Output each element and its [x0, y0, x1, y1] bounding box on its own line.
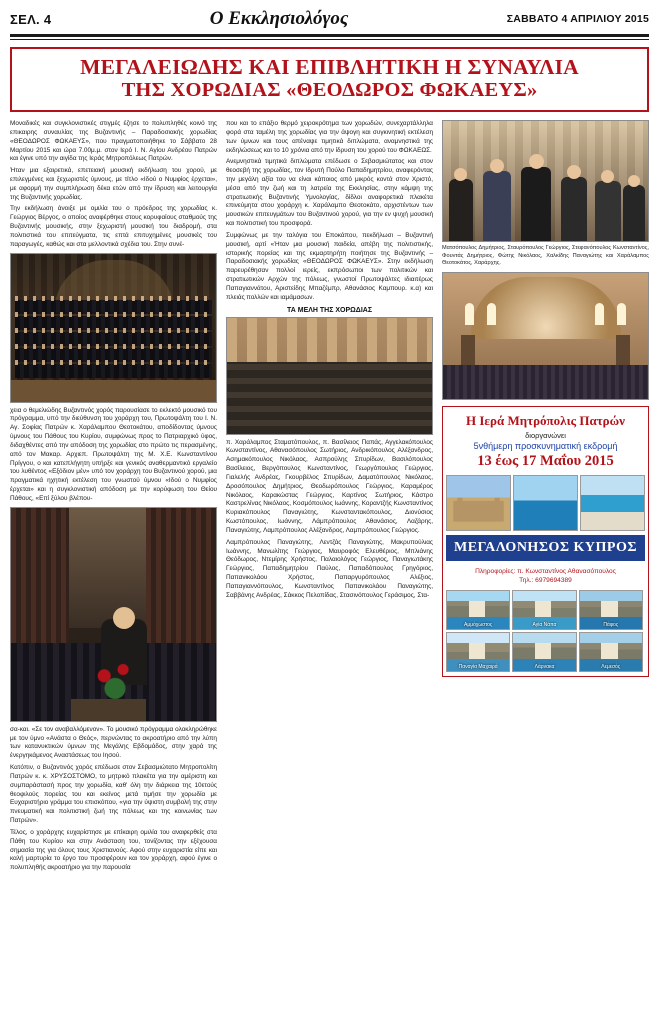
- ad-thumbnail-label: Παναγία Μαχαιρά: [458, 663, 498, 670]
- ad-thumbnail: [579, 632, 643, 672]
- photo-caption: Ματσόπουλος Δημήτριος, Σταυρόπουλος Γεώργιος, Στεφανόπουλος Κωνσταντίνος, Φουντάς Δημήτριος, Φώτης Νικόλαος, Χαλκίδης Παναγιώτης και Χαράλαμπος Θεοτοκάτος, Χαράρχης.: [442, 245, 649, 267]
- photo-choir-performance: [10, 253, 217, 403]
- paragraph: Λαμπρόπουλος Παναγιώτης, Λεντζάς Παναγιώτης, Μακρυπούλιας Ιωάννης, Μανωλίτης Γεώργιος, Μαυροφός Ελευθέριος, Μπλιάνης Θεόδωρος, Ντεμίρης Χρήστος, Παλαιολόγος Γεώργιος, Παναγιωτάκης Γεώργιος, Παπαδημητρίου Παύλος, Παπαδόπουλος Γρηγόριος, Παπανικολάου Χρήστος, Παπαργυρόπουλος Αλέξιος, Παπαγιαννόπουλος, Κωνσταντίνος Παπανικολάου Παναγιώτης, Σαββάνης Ανδρέας, Σάκκος Πελοπίδας, Στασινόπουλος Γεράσιμος, Στα-: [226, 538, 433, 599]
- ad-header: [443, 407, 648, 475]
- photo-decor: [69, 508, 146, 628]
- ad-trip-type: 5νθήμερη προσκυνηματική εκδρομή: [473, 440, 618, 451]
- photo-decor: [443, 365, 648, 399]
- photo-decor-flowers: [88, 659, 142, 701]
- ad-thumbnail: [579, 590, 643, 630]
- paragraph: Ήταν μια εξαιρετικά, επετειακή μουσική εκδήλωση του χορού, με επιλεγμένες και ξεχωριστές ύμνους, με τίτλο «Ιδού ο Νυμφίος έρχεται», με αφορμή την συμπλήρωση δέκα ετών από την ίδρυση και λειτουργία της Βυζαντινής χορωδίας.: [10, 167, 217, 201]
- ad-thumbnail-label: Αμμόχωστος: [463, 621, 493, 628]
- ad-thumbnail-label: Πάφος: [603, 621, 619, 628]
- ad-thumbnail: [446, 590, 510, 630]
- ad-contact-info: [443, 565, 648, 590]
- ad-subtitle: διοργανώνει: [525, 430, 566, 440]
- ad-photo-coast: [513, 475, 578, 531]
- ad-thumbnail-label: Λεμεσός: [601, 663, 621, 670]
- newspaper-title: Ο Εκκλησιολόγος: [209, 8, 349, 29]
- paragraph: Συμφώνως με την ταλόγια του Εποκάπου, πεκδήλωσι – Βυζαντινή μουσική, αρτί «Ήταν μια μουσική παιδεία, απέβη της πολιτιστικής, ιστορικής πορείας και της εκμαρτηρήτη ποιήτησε της Βυζαντινής – Παραδοσιακής χορωδίας «ΘΕΟΔΩΡΟΣ ΦΩΚΑΕΥΣ». Στην εκδήλωση παρευρέθησαν πολλοί ιερείς, εκπρόσωποι των πολιτικών και στρατιωτικών Αρχών της πόλεως, γνωστοί Πρωτοψάλτες ιδιαιτέρως Παπαγιαννάτου, Αριστείδης Μπαζέμπρ, Αθανάσιος Καμπουρ. κ.α) και πλειάς πολλών και ιαμάμασων.: [226, 231, 433, 301]
- column-right: [442, 120, 649, 876]
- advertisement-pilgrimage[interactable]: [442, 406, 649, 677]
- column-middle: [226, 120, 433, 876]
- paragraph: Ανεμνηστικά τιμητικά διπλώματα επέδωσε ο Σεβασμιώτατος και στον θεοσεβή της χορωδίας, τον Ιδρυτή Πούλο Παπαδημητρίου, αναφερόντας την μεγάλη αξία του να είναι κάποιος από μικρός κοντά στον Χριστό, μέσα από την ζωή και τη λατρεία της Εκκλησίας, στην κάμψη της στρατιωτικής Βυζαντινής Υμνολογίας, δίδλοι αναφορετικά πλακέτα επινεύμητα στου χοράρχη κ. Χαράλαμπο Θεοτοκάτο, αρχιστέντων των μουσικών επιτευγμάτων του Βυζαντινού χορού, για την εν ψυχή μουσική και πολιτιστική του προσφορά.: [226, 158, 433, 228]
- photo-diploma-presentation: [442, 120, 649, 242]
- paragraph: που και το επάξιο θερμό χειροκρότημα των χορωδών, συνεχαρτάλληλα φορά στα ταμέλη της χορωδίας για την άψογη και συγκινητική εκτέλεση των ύμνων και τους απέναψε τιμητικά διπλώματα, αναμνηστικά της εκδηλώσεως και το 10 χρόνια από την ίδρυση του χορού του ΦΩΚΑΕΩΣ.: [226, 120, 433, 154]
- paragraph: χεια ο θεμελιώδης Βυζαντινός χορός παρουσίασε το εκλεκτό μουσικό του πρόγραμμα, υπό την διεύθυνση του χοράρχη του, Πρωτοψάλτη του Ι. Ν. Αγ. Σοφίας Πατρών κ. Χαράλαμπου Θεοτοκάτου, αποδίδοντας ύμνους ύμνους του Πάθους του Κυρίου, συμφώνως προς το Πατριαρχικό ύφος, διδαχθέντες από την απόδοση της χορωδίας στο πρώτο τις περασμένης, από τον Μακαρ. Αρχιεπ. Πρωτοψάλτη της Μ. Χ.Ε. Κωνσταντίνου Πρίγγου, ο και κατεπλήγητη υπήρξε και γενικός αναθερμαντικό εργαλείο του λυθέντος «Εξόδιον μέν» υπό τον χοράρχη του Βυζαντινού χορού, μια πραγματικά ηχητική εκτέλεση του γνωστού ύμνου «Ιδού ο Νυμφίος έρχεται» και η συγκλονιστική απόδοση με την κορύφωση του Θείου Πάθους, «Επί ξύλου βλέπου-: [10, 406, 217, 502]
- ad-thumbnail: [446, 632, 510, 672]
- ad-title: Η Ιερά Μητρόπολις Πατρών: [466, 412, 625, 428]
- ad-thumbnail-label: Αγία Νάπα: [532, 621, 557, 628]
- photo-decor: [227, 318, 432, 364]
- paragraph: π. Χαράλαμπος Σταματόπουλος, π. Βασίλειος Παπάς, Αγγελακόπουλος Κωνσταντίνος, Αθανασόπουλος Σωτήριος, Ανδρικόπουλος Αλέξανδρος, Ασημακόπουλος Νικόλαος, Ασπρούλης Σπυρίδων, Βασιλόπουλος Βασίλειος, Βεργόπουλος Κωνσταντίνος, Γεωργόπουλος Γεώργιος, Γιαλελής Ανδρέας, Γκουρβέλος Σπυρίδων, Δαματόπουλος Νικόλαος, Δροσόπουλος Δημήτριος, Θεοδωρόπουλος Γεώργιος, Καραμέρος Νικόλαος, Καρακώστας Γεώργιος, Καρτίνος Σωτήριος, Κάστρο Καστρελίνας Νικόλαος, Κοσμόπουλος Ιωάννης, Κοραντζής Κωνσταντίνος Κυριακόπουλος Παναγιώτης, Κωνσταντακόπουλος, Διονύσιος Κωστόπουλος, Ιωάννης, Λάμπρόπουλος Αθανάσιος, Λαζάρης, Παναγιώτης, Λαμπρόπουλος Αλέξανδρος, Λαμπρόπουλος Γεώργιος.: [226, 438, 433, 534]
- section-heading-choir-members: ΤΑ ΜΕΛΗ ΤΗΣ ΧΟΡΩΔΙΑΣ: [286, 306, 373, 314]
- photo-award-ceremony: [10, 507, 217, 722]
- masthead: [10, 6, 649, 32]
- headline-line-2: ΤΗΣ ΧΟΡΩΔΙΑΣ «ΘΕΟΔΩΡΟΣ ΦΩΚΑΕΥΣ»: [121, 79, 538, 102]
- ad-photo-strip: [443, 475, 648, 531]
- photo-church-interior: [442, 272, 649, 400]
- photo-decor: [15, 300, 212, 380]
- ad-contact-name: Πληροφορίες: π. Κωνσταντίνος Αθανασόπουλος: [475, 567, 616, 575]
- photo-congregation: [226, 317, 433, 435]
- ad-thumbnail: [512, 632, 576, 672]
- ad-thumbnail-grid: [443, 590, 648, 676]
- headline-line-1: ΜΕΓΑΛΕΙΩΔΗΣ ΚΑΙ ΕΠΙΒΛΗΤΙΚΗ Η ΣΥΝΑΥΛΙΑ: [80, 55, 579, 79]
- photo-decor: [11, 380, 216, 402]
- ad-thumbnail: [512, 590, 576, 630]
- masthead-divider: [10, 34, 649, 37]
- ad-contact-phone[interactable]: Τηλ.: 6979694389: [519, 577, 572, 585]
- ad-thumbnail-label: Λάρνακα: [534, 663, 555, 670]
- ad-destination-banner: ΜΕΓΑΛΟΝΗΣΟΣ ΚΥΠΡΟΣ: [446, 535, 645, 561]
- paragraph: Τέλος, ο χοράρχης ευχαρίστησε με επίκαιρη ομιλία του αναφερθείς στα Πάθη του Κυρίου και στην Ανάσταση του, τονίζοντας την εξέχουσα σημασία της για όλους τους Χριστιανούς. Αφού στην ευχαριστία είπε και καλή μαρτυρία το έργο του προσφέρουν και τον χοράρχη, αφού έγινε ο πολυπληθής ακροατήριο για την παρουσία: [10, 828, 217, 872]
- photo-decor: [227, 362, 432, 434]
- issue-date: ΣΑΒΒΑΤΟ 4 ΑΠΡΙΛΙΟΥ 2015: [506, 13, 649, 25]
- ad-photo-resort: [580, 475, 645, 531]
- paragraph: σα-και. «Σε τον αναβαλλόμενον». Το μουσικό πρόγραμμα ολοκληρώθηκε με τον ύμνο «Ανάστα ο Θεός», περνώντας το ακροατήριο από την λύπη των κατανυκτικών ύμνων της Μεγάλης Εβδομάδος, στην χαρά της ένεργηκάμενος Αναστάσεως του Ιησού.: [10, 725, 217, 760]
- article-body: [10, 120, 649, 876]
- ad-photo-castle: [446, 475, 511, 531]
- ad-dates: 13 έως 17 Μαΐου 2015: [477, 452, 614, 469]
- paragraph: Μοναδικές και συγκλονιστικές στιγμές έζησε το πολυπληθές κοινό της επικαιρης συναυλίας της Βυζαντινής – Παραδοσιακής χορωδίας «ΘΕΟΔΩΡΟΣ ΦΩΚΑΕΥΣ», που πραγματοποιήθηκε το Σάββατο 28 Μαρτίου 2015 και ώρα 7.00μ.μ. στον Ιερό Ι. Ν. Αγίου Ανδρέου Πατρών και έγινε υπό την αιγίδα της Ιεράς Μητροπόλεως Πατρών.: [10, 120, 217, 163]
- paragraph: Την εκδήλωση άνοιξε με ομιλία του ο πρόεδρος της χορωδίας κ. Γεώργιος Βέργος, ο οποίος αναφέρθηκε στους κορυφαίους σταθμούς της Βυζαντινής μουσικής, στην ξεχωριστή μουσική του διαδρομή, στα πολιτιστικά του επιτεύγματα, τις επτά επιτυχημένες μουσικές του παραγωγές, καθώς και στα μελλοντικά σχέδια του. Στην συνέ-: [10, 205, 217, 248]
- article-headline: [10, 47, 649, 112]
- page-number: ΣΕΛ. 4: [10, 11, 52, 27]
- photo-decor: [71, 699, 146, 721]
- column-left: [10, 120, 217, 876]
- paragraph: Κατόπιν, ο Βυζαντινός χορός επέδωσε στον Σεβασμιώτατο Μητροπολίτη Πατρών κ. κ. ΧΡΥΣΟΣΤΟΜΟ, το μητρικό πλακέτα για την αμέριστη και συμπαράστασή προς την χορωδία, καθ' όλη την διάρκεια της 10ετούς θεοφιλούς πορείας του και εκείνος μετά τιμήσε την χορωδία με Ευχαριστήριο γράμμα του επισκόπου, «για την ύψιστη συμβολή της στην πνευματική και πολιτιστική ζωή της πόλεως και της κοινωνίας των Πατρών».: [10, 764, 217, 825]
